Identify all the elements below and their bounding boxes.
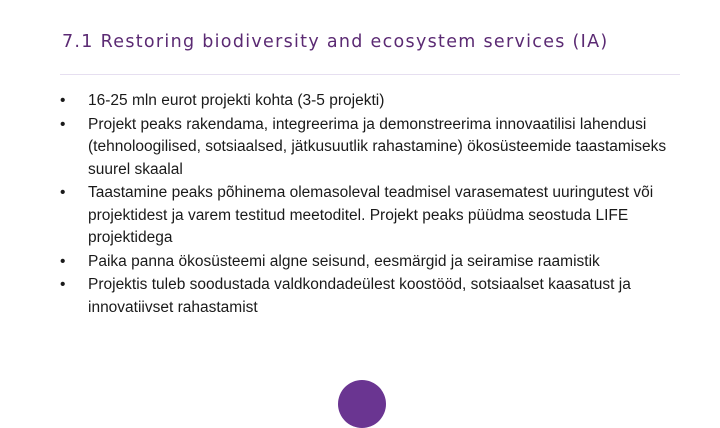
bullet-dot-icon: • [60, 252, 66, 270]
bullet-item [58, 114, 698, 182]
bullet-item [58, 251, 698, 274]
bullet-item [58, 90, 698, 113]
bullet-text: 16-25 mln eurot projekti kohta (3-5 projekti) [88, 92, 385, 109]
bullet-dot-icon: • [60, 115, 66, 133]
bullet-dot-icon: • [60, 184, 66, 201]
bullet-text: Projekt peaks rakendama, integreerima ja demonstreerima innovaatilisi lahendusi (tehnoloogilised, sotsiaalsed, jätkusuutlik rahastamine) ökosüsteemide taastamiseks suurel skaalal [88, 115, 667, 178]
bullet-text: Paika panna ökosüsteemi algne seisund, eesmärgid ja seiramise raamistik [88, 252, 600, 270]
decorative-circle [338, 380, 386, 428]
title-divider [60, 74, 680, 75]
bullet-text: Taastamine peaks põhinema olemasoleval teadmisel varasematest uuringutest või projektidest ja varem testitud meetoditel. Projekt peaks püüdma seostuda LIFE projektidega [88, 184, 654, 246]
bullet-item [58, 274, 698, 319]
bullet-dot-icon: • [60, 92, 66, 109]
bullet-dot-icon: • [60, 276, 66, 293]
bullet-text: Projektis tuleb soodustada valdkondadeülest koostööd, sotsiaalset kaasatust ja innovatiivset rahastamist [88, 276, 631, 316]
bullet-item [58, 182, 698, 250]
bullet-list [58, 90, 698, 320]
slide-title: 7.1 Restoring biodiversity and ecosystem services (IA) [62, 32, 609, 52]
